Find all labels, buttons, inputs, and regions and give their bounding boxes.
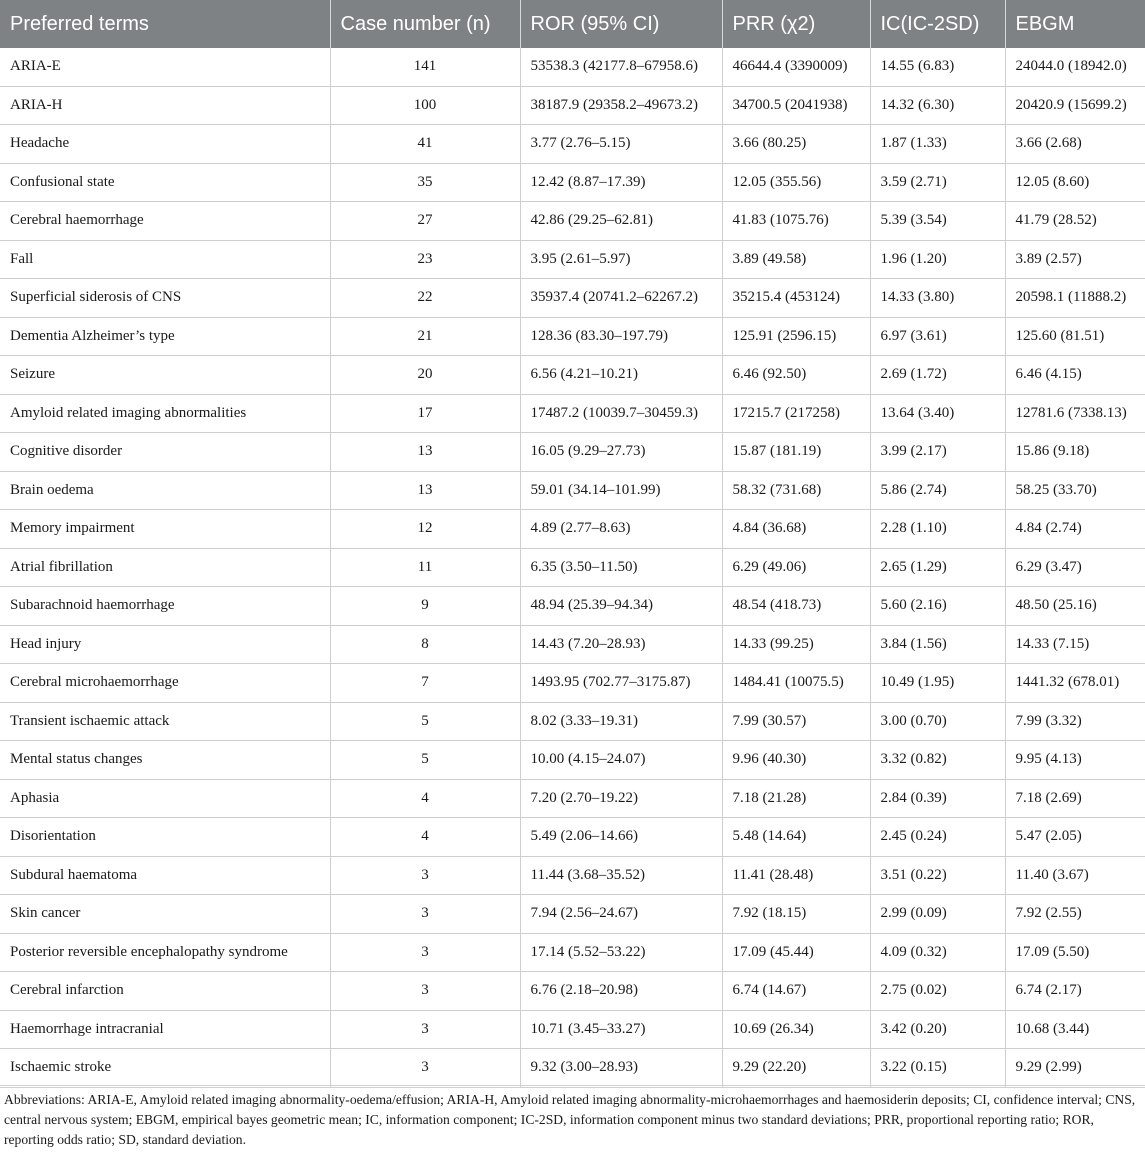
table-cell: 17.14 (5.52–53.22) (520, 933, 722, 972)
table-row (0, 356, 1145, 395)
table-cell: 7.99 (3.32) (1005, 702, 1145, 741)
table-cell: 8 (330, 625, 520, 664)
table-cell: 20420.9 (15699.2) (1005, 86, 1145, 125)
table-cell: 1493.95 (702.77–3175.87) (520, 664, 722, 703)
table-cell: 3.95 (2.61–5.97) (520, 240, 722, 279)
table-cell: 4.84 (36.68) (722, 510, 870, 549)
table-cell: 9.29 (22.20) (722, 1049, 870, 1088)
table-cell: 58.32 (731.68) (722, 471, 870, 510)
table-cell: 9.96 (40.30) (722, 741, 870, 780)
table-cell: 20598.1 (11888.2) (1005, 279, 1145, 318)
table-cell: 1.87 (1.33) (870, 125, 1005, 164)
preferred-term-cell: Amyloid related imaging abnormalities (0, 394, 330, 433)
table-cell: 12 (330, 510, 520, 549)
table-cell: 3.89 (2.57) (1005, 240, 1145, 279)
table-cell: 41 (330, 125, 520, 164)
table-cell: 6.97 (3.61) (870, 317, 1005, 356)
table-cell: 13.64 (3.40) (870, 394, 1005, 433)
table-cell: 10.69 (26.34) (722, 1010, 870, 1049)
column-header: Case number (n) (330, 0, 520, 48)
table-cell: 12.05 (355.56) (722, 163, 870, 202)
table-cell: 7.18 (21.28) (722, 779, 870, 818)
preferred-term-cell: Subarachnoid haemorrhage (0, 587, 330, 626)
table-cell: 14.33 (99.25) (722, 625, 870, 664)
preferred-term-cell: Aphasia (0, 779, 330, 818)
table-row (0, 548, 1145, 587)
table-cell: 4 (330, 818, 520, 857)
table-cell: 6.46 (92.50) (722, 356, 870, 395)
table-cell: 7.92 (18.15) (722, 895, 870, 934)
table-cell: 5.60 (2.16) (870, 587, 1005, 626)
table-cell: 10.49 (1.95) (870, 664, 1005, 703)
table-cell: 35937.4 (20741.2–62267.2) (520, 279, 722, 318)
table-cell: 4 (330, 779, 520, 818)
table-cell: 14.55 (6.83) (870, 48, 1005, 86)
table-cell: 13 (330, 471, 520, 510)
table-cell: 6.35 (3.50–11.50) (520, 548, 722, 587)
table-row (0, 702, 1145, 741)
table-row (0, 664, 1145, 703)
preferred-term-cell: Dementia Alzheimer’s type (0, 317, 330, 356)
table-cell: 20 (330, 356, 520, 395)
table-cell: 10.71 (3.45–33.27) (520, 1010, 722, 1049)
preferred-term-cell: Haemorrhage intracranial (0, 1010, 330, 1049)
table-cell: 12781.6 (7338.13) (1005, 394, 1145, 433)
table-row (0, 779, 1145, 818)
table-cell: 14.32 (6.30) (870, 86, 1005, 125)
table-row (0, 317, 1145, 356)
table-header (0, 0, 1145, 48)
table-cell: 6.74 (2.17) (1005, 972, 1145, 1011)
preferred-term-cell: Memory impairment (0, 510, 330, 549)
table-cell: 10.00 (4.15–24.07) (520, 741, 722, 780)
preferred-term-cell: Cerebral microhaemorrhage (0, 664, 330, 703)
table-cell: 11 (330, 548, 520, 587)
table-cell: 4.89 (2.77–8.63) (520, 510, 722, 549)
table-cell: 6.56 (4.21–10.21) (520, 356, 722, 395)
preferred-term-cell: Headache (0, 125, 330, 164)
table-cell: 3.66 (2.68) (1005, 125, 1145, 164)
table-cell: 3 (330, 972, 520, 1011)
table-cell: 4.84 (2.74) (1005, 510, 1145, 549)
table-body (0, 48, 1145, 1087)
table-cell: 6.29 (3.47) (1005, 548, 1145, 587)
table-cell: 35215.4 (453124) (722, 279, 870, 318)
table-row (0, 471, 1145, 510)
table-cell: 7.20 (2.70–19.22) (520, 779, 722, 818)
preferred-term-cell: ARIA-E (0, 48, 330, 86)
table-cell: 3.59 (2.71) (870, 163, 1005, 202)
preferred-term-cell: Transient ischaemic attack (0, 702, 330, 741)
table-cell: 2.65 (1.29) (870, 548, 1005, 587)
table-cell: 14.33 (7.15) (1005, 625, 1145, 664)
preferred-term-cell: Ischaemic stroke (0, 1049, 330, 1088)
table-cell: 23 (330, 240, 520, 279)
table-cell: 27 (330, 202, 520, 241)
table-cell: 15.86 (9.18) (1005, 433, 1145, 472)
table-cell: 5.47 (2.05) (1005, 818, 1145, 857)
table-cell: 48.50 (25.16) (1005, 587, 1145, 626)
table-row (0, 48, 1145, 86)
table-cell: 3 (330, 1010, 520, 1049)
table-cell: 7.92 (2.55) (1005, 895, 1145, 934)
table-cell: 3 (330, 895, 520, 934)
table-row (0, 818, 1145, 857)
table-cell: 3.77 (2.76–5.15) (520, 125, 722, 164)
preferred-term-cell: ARIA-H (0, 86, 330, 125)
table-row (0, 1010, 1145, 1049)
table-cell: 13 (330, 433, 520, 472)
table-cell: 2.84 (0.39) (870, 779, 1005, 818)
table-row (0, 125, 1145, 164)
column-header: ROR (95% CI) (520, 0, 722, 48)
table-row (0, 394, 1145, 433)
table-cell: 4.09 (0.32) (870, 933, 1005, 972)
table-row (0, 433, 1145, 472)
abbreviations-footnote: Abbreviations: ARIA-E, Amyloid related imaging abnormality-oedema/effusion; ARIA-H, Amyloid related imaging abnormality-microhaemorrhages and haemosiderin deposits; CI, confidence interval; CNS, central nervous system; EBGM, empirical bayes geometric mean; IC, information component; IC-2SD, information component minus two standard deviations; PRR, proportional reporting ratio; ROR, reporting odds ratio; SD, standard deviation. (4, 1092, 1136, 1147)
table-cell: 7.94 (2.56–24.67) (520, 895, 722, 934)
table-cell: 34700.5 (2041938) (722, 86, 870, 125)
table-cell: 17215.7 (217258) (722, 394, 870, 433)
preferred-term-cell: Atrial fibrillation (0, 548, 330, 587)
table-cell: 7.18 (2.69) (1005, 779, 1145, 818)
table-cell: 14.43 (7.20–28.93) (520, 625, 722, 664)
table-row (0, 1049, 1145, 1088)
preferred-term-cell: Mental status changes (0, 741, 330, 780)
table-cell: 6.29 (49.06) (722, 548, 870, 587)
table-row (0, 163, 1145, 202)
preferred-term-cell: Seizure (0, 356, 330, 395)
table-row (0, 86, 1145, 125)
table-cell: 17 (330, 394, 520, 433)
table-cell: 2.69 (1.72) (870, 356, 1005, 395)
table-cell: 12.42 (8.87–17.39) (520, 163, 722, 202)
table-cell: 11.41 (28.48) (722, 856, 870, 895)
table-cell: 17487.2 (10039.7–30459.3) (520, 394, 722, 433)
table-cell: 3 (330, 856, 520, 895)
table-cell: 48.54 (418.73) (722, 587, 870, 626)
header-row (0, 0, 1145, 48)
table-cell: 22 (330, 279, 520, 318)
table-cell: 125.60 (81.51) (1005, 317, 1145, 356)
table-cell: 24044.0 (18942.0) (1005, 48, 1145, 86)
table-cell: 12.05 (8.60) (1005, 163, 1145, 202)
table-cell: 3.66 (80.25) (722, 125, 870, 164)
column-header: PRR (χ2) (722, 0, 870, 48)
table-cell: 5 (330, 741, 520, 780)
column-header: EBGM (1005, 0, 1145, 48)
table-row (0, 625, 1145, 664)
table-cell: 21 (330, 317, 520, 356)
table-row (0, 972, 1145, 1011)
table-cell: 2.75 (0.02) (870, 972, 1005, 1011)
table-cell: 3.84 (1.56) (870, 625, 1005, 664)
table-cell: 53538.3 (42177.8–67958.6) (520, 48, 722, 86)
table-cell: 5.39 (3.54) (870, 202, 1005, 241)
table-row (0, 933, 1145, 972)
table-cell: 3.00 (0.70) (870, 702, 1005, 741)
table-cell: 3.22 (0.15) (870, 1049, 1005, 1088)
table-cell: 59.01 (34.14–101.99) (520, 471, 722, 510)
table-row (0, 741, 1145, 780)
table-cell: 5.48 (14.64) (722, 818, 870, 857)
preferred-term-cell: Posterior reversible encephalopathy syndrome (0, 933, 330, 972)
table-cell: 100 (330, 86, 520, 125)
table-cell: 6.74 (14.67) (722, 972, 870, 1011)
table-cell: 9.95 (4.13) (1005, 741, 1145, 780)
table-row (0, 279, 1145, 318)
table-cell: 5.86 (2.74) (870, 471, 1005, 510)
preferred-term-cell: Cognitive disorder (0, 433, 330, 472)
table-cell: 3.99 (2.17) (870, 433, 1005, 472)
table-cell: 128.36 (83.30–197.79) (520, 317, 722, 356)
table-cell: 15.87 (181.19) (722, 433, 870, 472)
table-cell: 2.28 (1.10) (870, 510, 1005, 549)
table-cell: 3.42 (0.20) (870, 1010, 1005, 1049)
preferred-term-cell: Cerebral haemorrhage (0, 202, 330, 241)
table-cell: 1484.41 (10075.5) (722, 664, 870, 703)
table-cell: 9.29 (2.99) (1005, 1049, 1145, 1088)
preferred-term-cell: Disorientation (0, 818, 330, 857)
table-cell: 3 (330, 1049, 520, 1088)
table-cell: 17.09 (45.44) (722, 933, 870, 972)
table-cell: 3.32 (0.82) (870, 741, 1005, 780)
preferred-term-cell: Superficial siderosis of CNS (0, 279, 330, 318)
table-cell: 38187.9 (29358.2–49673.2) (520, 86, 722, 125)
table-row (0, 202, 1145, 241)
table-cell: 1.96 (1.20) (870, 240, 1005, 279)
table-cell: 11.44 (3.68–35.52) (520, 856, 722, 895)
preferred-term-cell: Brain oedema (0, 471, 330, 510)
table-cell: 6.76 (2.18–20.98) (520, 972, 722, 1011)
preferred-term-cell: Head injury (0, 625, 330, 664)
table-cell: 58.25 (33.70) (1005, 471, 1145, 510)
preferred-term-cell: Subdural haematoma (0, 856, 330, 895)
column-header: Preferred terms (0, 0, 330, 48)
table-cell: 35 (330, 163, 520, 202)
table-cell: 5.49 (2.06–14.66) (520, 818, 722, 857)
table-cell: 8.02 (3.33–19.31) (520, 702, 722, 741)
table-cell: 9.32 (3.00–28.93) (520, 1049, 722, 1088)
table-row (0, 587, 1145, 626)
table-cell: 5 (330, 702, 520, 741)
table-cell: 7.99 (30.57) (722, 702, 870, 741)
table-cell: 41.79 (28.52) (1005, 202, 1145, 241)
table-cell: 42.86 (29.25–62.81) (520, 202, 722, 241)
preferred-term-cell: Confusional state (0, 163, 330, 202)
table-cell: 16.05 (9.29–27.73) (520, 433, 722, 472)
table-cell: 125.91 (2596.15) (722, 317, 870, 356)
footnote-divider (0, 1085, 1145, 1086)
table-cell: 1441.32 (678.01) (1005, 664, 1145, 703)
table-cell: 6.46 (4.15) (1005, 356, 1145, 395)
table-cell: 2.99 (0.09) (870, 895, 1005, 934)
column-header: IC(IC-2SD) (870, 0, 1005, 48)
table-row (0, 510, 1145, 549)
table-cell: 14.33 (3.80) (870, 279, 1005, 318)
table-row (0, 895, 1145, 934)
table-cell: 3.51 (0.22) (870, 856, 1005, 895)
table-cell: 17.09 (5.50) (1005, 933, 1145, 972)
table-cell: 10.68 (3.44) (1005, 1010, 1145, 1049)
table-cell: 46644.4 (3390009) (722, 48, 870, 86)
table-cell: 2.45 (0.24) (870, 818, 1005, 857)
preferred-term-cell: Cerebral infarction (0, 972, 330, 1011)
table-row (0, 240, 1145, 279)
table-cell: 9 (330, 587, 520, 626)
preferred-term-cell: Fall (0, 240, 330, 279)
table-cell: 11.40 (3.67) (1005, 856, 1145, 895)
table-cell: 41.83 (1075.76) (722, 202, 870, 241)
table-row (0, 856, 1145, 895)
preferred-term-cell: Skin cancer (0, 895, 330, 934)
table-cell: 3 (330, 933, 520, 972)
table-cell: 3.89 (49.58) (722, 240, 870, 279)
table-cell: 7 (330, 664, 520, 703)
table-cell: 141 (330, 48, 520, 86)
table-cell: 48.94 (25.39–94.34) (520, 587, 722, 626)
